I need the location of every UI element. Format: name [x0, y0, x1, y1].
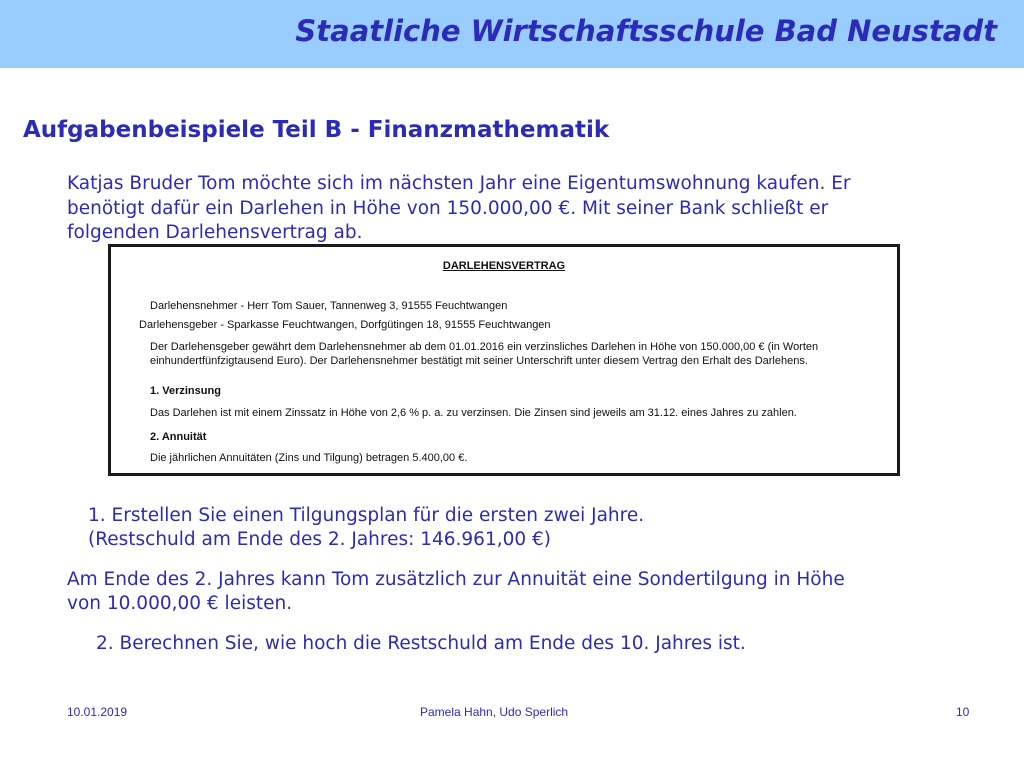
- contract-title: DARLEHENSVERTRAG: [442, 260, 566, 272]
- contract-section-text: Das Darlehen ist mit einem Zinssatz in Höhe von 2,6 % p. a. zu verzinsen. Die Zinsen sind jeweils am 31.12. eines Jahres zu zahlen.: [150, 407, 797, 419]
- contract-section-title: 1. Verzinsung: [150, 385, 221, 397]
- intro-text: [67, 172, 947, 246]
- contract-body-line: einhundertfünfzigtausend Euro). Der Darlehensnehmer bestätigt mit seiner Unterschrift unter diesem Vertrag den Erhalt des Darlehens.: [150, 355, 808, 367]
- contract-section-text: Die jährlichen Annuitäten (Zins und Tilgung) betragen 5.400,00 €.: [150, 452, 468, 464]
- extra-info: von 10.000,00 € leisten.: [67, 593, 293, 614]
- contract-borrower: Darlehensnehmer - Herr Tom Sauer, Tannenweg 3, 91555 Feuchtwangen: [150, 300, 508, 312]
- header-bar: [0, 0, 1024, 68]
- contract-body-line: Der Darlehensgeber gewährt dem Darlehensnehmer ab dem 01.01.2016 ein verzinsliches Darlehen in Höhe von 150.000,00 € (in Worten: [150, 341, 819, 353]
- school-title: Staatliche Wirtschaftsschule Bad Neustadt: [295, 14, 997, 48]
- task-2: 2. Berechnen Sie, wie hoch die Restschuld am Ende des 10. Jahres ist.: [96, 633, 746, 654]
- footer-date: 10.01.2019: [67, 705, 128, 719]
- loan-contract-box: [108, 244, 900, 476]
- contract-lender: Darlehensgeber - Sparkasse Feuchtwangen, Dorfgütingen 18, 91555 Feuchtwangen: [139, 319, 551, 331]
- footer-page-number: 10: [956, 705, 970, 719]
- section-heading: Aufgabenbeispiele Teil B - Finanzmathematik: [23, 117, 610, 143]
- contract-section-title: 2. Annuität: [150, 431, 207, 443]
- task-1: 1. Erstellen Sie einen Tilgungsplan für die ersten zwei Jahre.: [88, 505, 645, 526]
- intro-line: folgenden Darlehensvertrag ab.: [67, 222, 363, 243]
- extra-info: Am Ende des 2. Jahres kann Tom zusätzlich zur Annuität eine Sondertilgung in Höhe: [67, 569, 845, 590]
- task-1-hint: (Restschuld am Ende des 2. Jahres: 146.961,00 €): [88, 529, 552, 550]
- footer-authors: Pamela Hahn, Udo Sperlich: [420, 705, 569, 719]
- intro-line: Katjas Bruder Tom möchte sich im nächsten Jahr eine Eigentumswohnung kaufen. Er: [67, 173, 851, 194]
- intro-line: benötigt dafür ein Darlehen in Höhe von 150.000,00 €. Mit seiner Bank schließt er: [67, 197, 829, 219]
